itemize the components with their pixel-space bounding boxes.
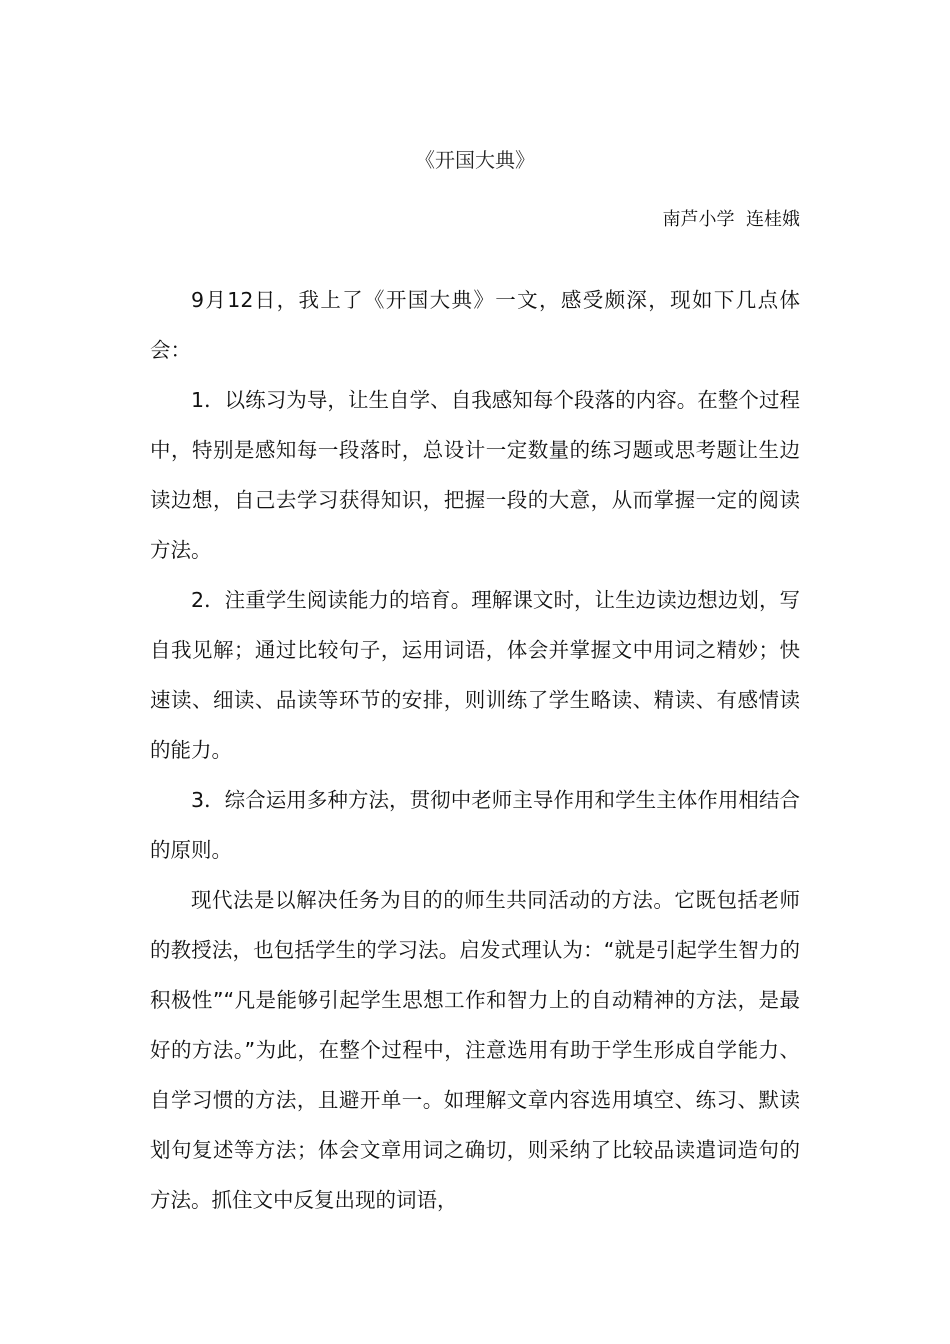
paragraph-point-3: 3．综合运用多种方法，贯彻中老师主导作用和学生主体作用相结合的原则。: [150, 788, 800, 862]
paragraph-discussion: 现代法是以解决任务为目的的师生共同活动的方法。它既包括老师的教授法，也包括学生的学习法。启发式理认为：“就是引起学生智力的积极性”“凡是能够引起学生思想工作和智力上的自动精神的方法，是最好的方法。”为此，在整个过程中，注意选用有助于学生形成自学能力、自学习惯的方法，且避开单一。如理解文章内容选用填空、练习、默读划句复述等方法；体会文章用词之确切，则采纳了比较品读遣词造句的方法。抓住文中反复出现的词语，: [150, 888, 800, 1212]
document-body: [150, 275, 800, 1225]
paragraph-point-1: 1．以练习为导，让生自学、自我感知每个段落的内容。在整个过程中，特别是感知每一段落时，总设计一定数量的练习题或思考题让生边读边想，自己去学习获得知识，把握一段的大意，从而掌握一定的阅读方法。: [150, 388, 800, 562]
paragraph-point-2: 2．注重学生阅读能力的培育。理解课文时，让生边读边想边划，写自我见解；通过比较句子，运用词语，体会并掌握文中用词之精妙；快速读、细读、品读等环节的安排，则训练了学生略读、精读、有感情读的能力。: [150, 588, 800, 762]
document-title: 《开国大典》: [415, 148, 535, 172]
paragraph-intro: 9月12日，我上了《开国大典》一文，感受颇深，现如下几点体会：: [150, 288, 800, 362]
document-author: 南芦小学 连桂娥: [662, 209, 800, 230]
